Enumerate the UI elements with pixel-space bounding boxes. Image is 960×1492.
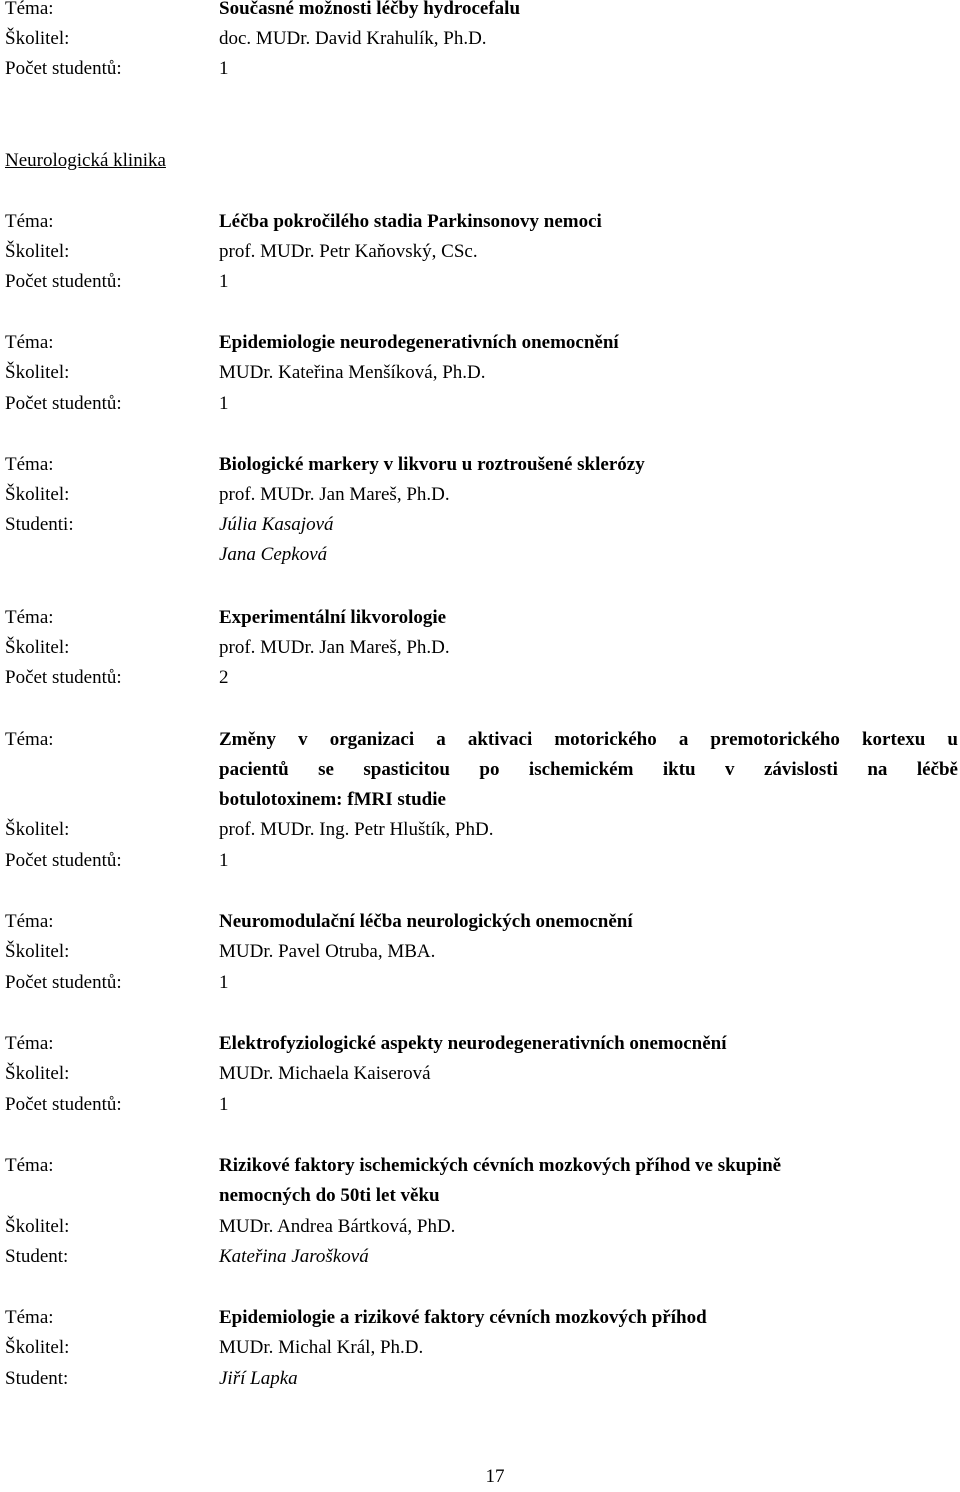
entry-3-supervisor-row [0, 480, 960, 510]
student-name: Kateřina Jarošková [219, 1246, 369, 1267]
supervisor-label: Školitel: [5, 1216, 70, 1237]
supervisor-name: MUDr. Andrea Bártková, PhD. [219, 1216, 456, 1237]
supervisor-name: doc. MUDr. David Krahulík, Ph.D. [219, 28, 487, 49]
topic-title-line-2: pacientů se spasticitou po ischemickém iktu v závislosti na léčbě [219, 759, 958, 780]
page-number: 17 [485, 1466, 505, 1487]
supervisor-name: MUDr. Michal Král, Ph.D. [219, 1337, 424, 1358]
supervisor-label: Školitel: [5, 241, 70, 262]
entry-6-count-row [0, 968, 960, 998]
students-label: Studenti: [5, 514, 74, 535]
student-count: 1 [219, 393, 229, 414]
entry-0-supervisor-row [0, 24, 960, 54]
entry-5-count-row [0, 846, 960, 876]
student-count: 1 [219, 271, 229, 292]
student-count-label: Počet studentů: [5, 1094, 122, 1115]
supervisor-label: Školitel: [5, 28, 70, 49]
entry-7-topic-row [0, 1029, 960, 1059]
supervisor-label: Školitel: [5, 637, 70, 658]
entry-7-supervisor-row [0, 1059, 960, 1089]
student-count: 1 [219, 972, 229, 993]
entry-2-supervisor-row [0, 358, 960, 388]
entry-9-student-row [0, 1364, 960, 1394]
entry-0-topic-row [0, 0, 960, 24]
entry-8-student-row [0, 1242, 960, 1272]
supervisor-label: Školitel: [5, 1337, 70, 1358]
student-count-label: Počet studentů: [5, 271, 122, 292]
entry-9-topic-row [0, 1303, 960, 1333]
entry-8-topic-row [0, 1151, 960, 1181]
topic-title: Elektrofyziologické aspekty neurodegenerativních onemocnění [219, 1033, 727, 1054]
topic-title-line-1: Rizikové faktory ischemických cévních mozkových příhod ve skupině [219, 1155, 782, 1176]
student-name: Jiří Lapka [219, 1368, 298, 1389]
topic-label: Téma: [5, 1155, 54, 1176]
entry-0-count-row [0, 54, 960, 84]
topic-label: Téma: [5, 729, 54, 750]
student-label: Student: [5, 1368, 69, 1389]
supervisor-name: prof. MUDr. Jan Mareš, Ph.D. [219, 637, 450, 658]
student-count-label: Počet studentů: [5, 667, 122, 688]
topic-title-line-1: Změny v organizaci a aktivaci motorického a premotorického kortexu u [219, 729, 958, 750]
supervisor-name: prof. MUDr. Jan Mareš, Ph.D. [219, 484, 450, 505]
topic-title: Neuromodulační léčba neurologických onemocnění [219, 911, 633, 932]
student-count: 1 [219, 850, 229, 871]
entry-2-count-row [0, 389, 960, 419]
entry-2-topic-row [0, 328, 960, 358]
entry-6-supervisor-row [0, 937, 960, 967]
topic-title: Současné možnosti léčby hydrocefalu [219, 0, 521, 19]
topic-label: Téma: [5, 332, 54, 353]
entry-6-topic-row [0, 907, 960, 937]
supervisor-label: Školitel: [5, 362, 70, 383]
topic-title: Experimentální likvorologie [219, 607, 447, 628]
entry-9-supervisor-row [0, 1333, 960, 1363]
entry-8-supervisor-row [0, 1212, 960, 1242]
entry-3-students-row [0, 510, 960, 540]
topic-label: Téma: [5, 607, 54, 628]
topic-title: Biologické markery v likvoru u roztroušené sklerózy [219, 454, 645, 475]
entry-8-topic-row-2 [0, 1181, 960, 1211]
supervisor-label: Školitel: [5, 941, 70, 962]
entry-1-topic-row [0, 207, 960, 237]
supervisor-label: Školitel: [5, 819, 70, 840]
supervisor-label: Školitel: [5, 484, 70, 505]
entry-5-supervisor-row [0, 815, 960, 845]
student-count-label: Počet studentů: [5, 58, 122, 79]
entry-3-students-row-2 [0, 540, 960, 570]
student-label: Student: [5, 1246, 69, 1267]
supervisor-name: prof. MUDr. Ing. Petr Hluštík, PhD. [219, 819, 494, 840]
student-count-label: Počet studentů: [5, 393, 122, 414]
topic-label: Téma: [5, 1033, 54, 1054]
student-count: 2 [219, 667, 229, 688]
student-count-label: Počet studentů: [5, 850, 122, 871]
student-count: 1 [219, 58, 229, 79]
section-heading: Neurologická klinika [5, 150, 166, 171]
topic-label: Téma: [5, 911, 54, 932]
entry-7-count-row [0, 1090, 960, 1120]
topic-label: Téma: [5, 454, 54, 475]
supervisor-label: Školitel: [5, 1063, 70, 1084]
topic-label: Téma: [5, 0, 54, 19]
entry-4-supervisor-row [0, 633, 960, 663]
topic-label: Téma: [5, 1307, 54, 1328]
entry-3-topic-row [0, 450, 960, 480]
supervisor-name: prof. MUDr. Petr Kaňovský, CSc. [219, 241, 478, 262]
topic-title-line-2: nemocných do 50ti let věku [219, 1185, 440, 1206]
supervisor-name: MUDr. Pavel Otruba, MBA. [219, 941, 436, 962]
student-name: Júlia Kasajová [219, 514, 334, 535]
topic-title: Léčba pokročilého stadia Parkinsonovy nemoci [219, 211, 602, 232]
student-name: Jana Cepková [219, 544, 328, 565]
entry-4-topic-row [0, 603, 960, 633]
topic-title: Epidemiologie neurodegenerativních onemocnění [219, 332, 619, 353]
topic-title: Epidemiologie a rizikové faktory cévních mozkových příhod [219, 1307, 707, 1328]
supervisor-name: MUDr. Michaela Kaiserová [219, 1063, 431, 1084]
entry-4-count-row [0, 663, 960, 693]
entry-1-count-row [0, 267, 960, 297]
supervisor-name: MUDr. Kateřina Menšíková, Ph.D. [219, 362, 486, 383]
entry-1-supervisor-row [0, 237, 960, 267]
student-count-label: Počet studentů: [5, 972, 122, 993]
student-count: 1 [219, 1094, 229, 1115]
topic-label: Téma: [5, 211, 54, 232]
topic-title-line-3: botulotoxinem: fMRI studie [219, 789, 446, 810]
